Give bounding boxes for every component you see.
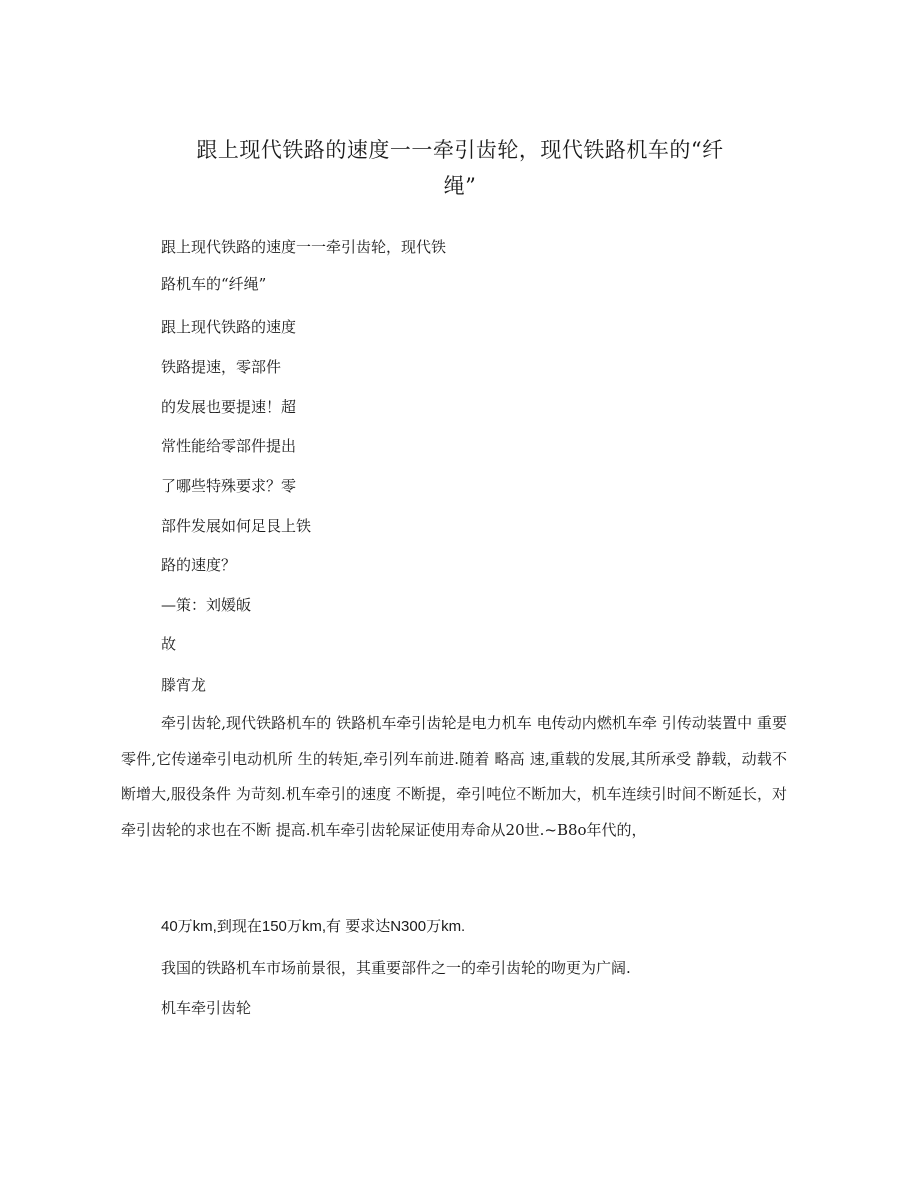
text-line-market: 我国的铁路机车市场前景很，其重要部件之一的牵引齿轮的吻更为广阔. [161,959,631,977]
text-line-last: 机车牵引齿轮 [161,999,252,1017]
text-line: 的发展也要提速！超 [161,398,297,416]
text-line: 部件发展如何足艮上铁 [161,517,312,535]
text-line: 滕宵龙 [161,676,207,694]
text-line: 跟上现代铁路的速度一一牵引齿轮，现代铁 [161,238,447,256]
body-paragraph [121,706,787,848]
text-line: —策：刘媛皈 [161,596,252,614]
document-title [150,132,770,204]
text-line: 故 [161,635,177,653]
text-line: 了哪些特殊要求？零 [161,477,297,495]
text-line: 铁路提速，零部件 [161,358,282,376]
text-line: 常性能给零部件提出 [161,437,297,455]
text-line: 路的速度？ [161,556,237,574]
text-line: 路机车的“纤绳” [161,275,267,293]
title-line-1: 跟上现代铁路的速度一一牵引齿轮，现代铁路机车的“纤 [196,138,724,162]
text-line: 跟上现代铁路的速度 [161,318,297,336]
text-line-km: 40万km,到现在150万km,有 要求达N300万km. [161,918,466,935]
title-line-2: 绳” [443,174,477,198]
body-paragraph-text: 牵引齿轮,现代铁路机车的 铁路机车牵引齿轮是电力机车 电传动内燃机车牵 引传动装置中 重要零件,它传递牵引电动机所 生的转矩,牵引列车前进.随着 略高 速,重载的发展,其所承受 静载，动载不断增大,服役条件 为苛刻.机车牵引的速度 不断提，牵引吨位不断加大，机车连续引时间不断延长，对牵引齿轮的求也在不断 提高.机车牵引齿轮屎证使用寿命从20世.~B8o年代的， [121,714,787,839]
